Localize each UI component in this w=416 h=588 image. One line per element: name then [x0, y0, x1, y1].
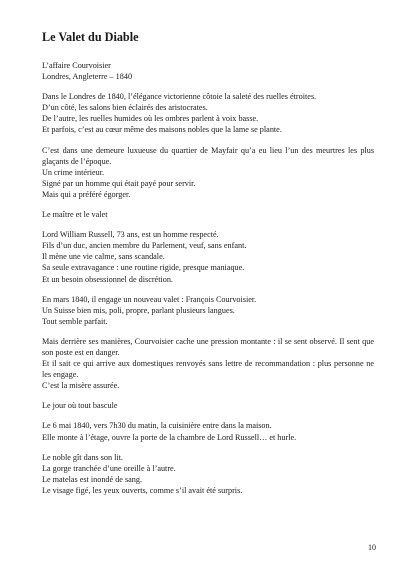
text-line: L’affaire Courvoisier: [42, 61, 111, 70]
paragraph: [42, 400, 374, 411]
paragraph: [42, 209, 374, 220]
text-line: D’un côté, les salons bien éclairés des aristocrates.: [42, 103, 208, 113]
text-line: En mars 1840, il engage un nouveau valet : François Courvoisier.: [42, 294, 257, 304]
text-line: Le noble gît dans son lit.: [42, 452, 123, 462]
page-number: 10: [368, 543, 376, 552]
text-line: Et un besoin obsessionnel de discrétion.: [42, 274, 173, 284]
text-line: Dans le Londres de 1840, l’élégance victorienne côtoie la saleté des ruelles étroites.: [42, 92, 317, 102]
text-line: Mais derrière ses manières, Courvoisier cache une pression montante : il se sent observé. Il sent que son poste est en danger.: [42, 336, 374, 357]
text-line: Le matelas est inondé de sang.: [42, 474, 143, 484]
text-line: Fils d’un duc, ancien membre du Parlement, veuf, sans enfant.: [42, 241, 247, 251]
paragraph: [42, 420, 374, 442]
text-line: Londres, Angleterre – 1840: [42, 72, 133, 82]
text-line: Un crime intérieur.: [42, 167, 105, 177]
text-line: Le jour où tout bascule: [42, 401, 118, 411]
text-line: Lord William Russell, 73 ans, est un homme respecté.: [42, 230, 219, 240]
text-line: Le 6 mai 1840, vers 7h30 du matin, la cuisinière entre dans la maison.: [42, 421, 272, 431]
text-line: Sa seule extravagance : une routine rigide, presque maniaque.: [42, 263, 245, 273]
paragraph: [42, 336, 374, 391]
text-line: Mais qui a préféré égorger.: [42, 189, 131, 199]
chapter-title: Le Valet du Diable: [42, 30, 139, 44]
paragraph: [42, 91, 374, 135]
text-line: Le maître et le valet: [42, 210, 108, 220]
text-line: C’est dans une demeure luxueuse du quartier de Mayfair qu’a eu lieu l’un des meurtres les plus glaçants de l’époque.: [42, 145, 374, 166]
body-text: [42, 60, 374, 496]
text-line: Elle monte à l’étage, ouvre la porte de la chambre de Lord Russell… et hurle.: [42, 432, 297, 442]
text-line: Tout semble parfait.: [42, 316, 108, 326]
paragraph: [42, 145, 374, 200]
text-line: Signé par un homme qui était payé pour servir.: [42, 178, 196, 188]
text-line: C’est la misère assurée.: [42, 381, 120, 391]
text-line: De l’autre, les ruelles humides où les ombres parlent à voix basse.: [42, 114, 259, 124]
text-line: Et il sait ce qui arrive aux domestiques renvoyés sans lettre de recommandation : plus personne ne les engage.: [42, 359, 374, 380]
text-line: Et parfois, c’est au cœur même des maisons nobles que la lame se plante.: [42, 125, 282, 135]
text-line: Un Suisse bien mis, poli, propre, parlant plusieurs langues.: [42, 305, 235, 315]
paragraph: [42, 452, 374, 496]
text-line: Le visage figé, les yeux ouverts, comme s’il avait été surpris.: [42, 485, 243, 495]
paragraph: [42, 60, 374, 82]
document-page: [42, 30, 374, 570]
paragraph: [42, 294, 374, 327]
text-line: Il mène une vie calme, sans scandale.: [42, 252, 165, 262]
text-line: La gorge tranchée d’une oreille à l’autre.: [42, 463, 176, 473]
paragraph: [42, 229, 374, 284]
